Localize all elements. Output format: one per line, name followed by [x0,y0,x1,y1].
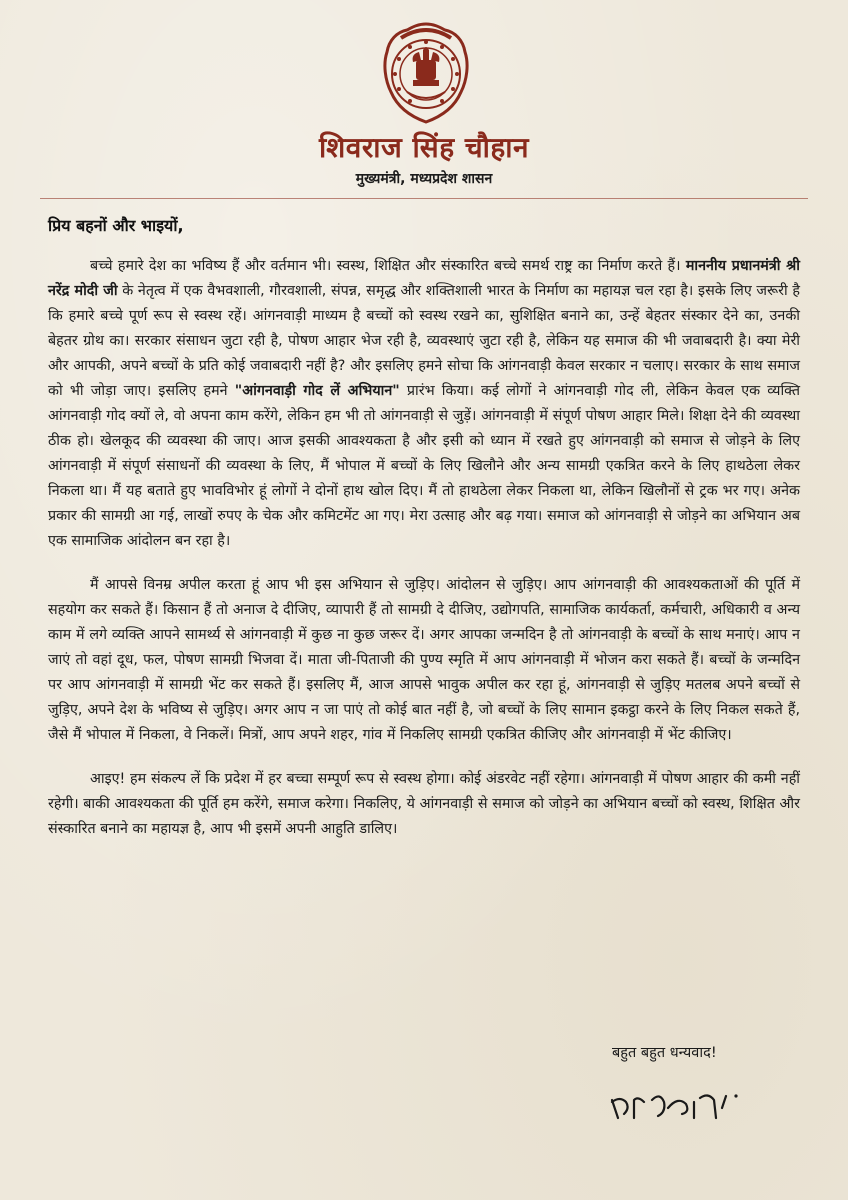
paragraph-3: आइए! हम संकल्प लें कि प्रदेश में हर बच्चा सम्पूर्ण रूप से स्वस्थ होगा। कोई अंडरवेट नहीं रहेगा। आंगनवाड़ी में पोषण आहार की कमी नहीं रहेगी। बाकी आवश्यकता की पूर्ति हम करेंगे, समाज करेगा। निकलिए, ये आंगनवाड़ी से समाज को जोड़ने का अभियान बच्चों को स्वस्थ, शिक्षित और संस्कारित बनाने का महायज्ञ है, आप भी इसमें अपनी आहुति डालिए। [48,771,800,837]
handwritten-signature [604,1078,764,1134]
salutation: प्रिय बहनों और भाइयों, [48,216,184,235]
p1-campaign-name: "आंगनवाड़ी गोद लें अभियान" [234,383,400,399]
paragraph-2: मैं आपसे विनम्र अपील करता हूं आप भी इस अभियान से जुड़िए। आंदोलन से जुड़िए। आप आंगनवाड़ी की आवश्यकताओं की पूर्ति में सहयोग कर सकते हैं। किसान हैं तो अनाज दे दीजिए, व्यापारी हैं तो सामग्री दे दीजिए, उद्योगपति, सामाजिक कार्यकर्ता, कर्मचारी, अधिकारी व अन्य काम में लगे व्यक्ति आपने सामर्थ्य से आंगनवाड़ी में कुछ ना कुछ जरूर दें। अगर आपका जन्मदिन है तो आंगनवाड़ी के बच्चों के साथ मनाएं। आप न जाएं तो वहां दूध, फल, पोषण सामग्री भिजवा दें। माता जी-पिताजी की पुण्य स्मृति में आप आंगनवाड़ी में भोजन करा सकते हैं। बच्चों के जन्मदिन पर आप आंगनवाड़ी में सामग्री भेंट कर सकते हैं। इसलिए मैं, आज आपसे भावुक अपील कर रहा हूं, आंगनवाड़ी से जुड़िए मतलब अपने बच्चों से जुड़िए, अपने देश के भविष्य से जुड़िए। अगर आप न जा पाएं तो कोई बात नहीं है, जो बच्चों के लिए सामान इकट्ठा करने के लिए निकल सकते हैं, जैसे मैं भोपाल में निकला, वे निकलें। मित्रों, आप अपने शहर, गांव में निकलिए सामग्री एकत्रित कीजिए और आंगनवाड़ी में भेंट कीजिए। [48,577,800,743]
header-divider [40,198,808,199]
closing-thanks: बहुत बहुत धन्यवाद! [612,1045,717,1061]
mp-government-emblem [383,22,469,124]
p1-text-a: बच्चे हमारे देश का भविष्य हैं और वर्तमान भी। स्वस्थ, शिक्षित और संस्कारित बच्चे समर्थ राष्ट्र का निर्माण करते हैं। [90,258,686,274]
paragraph-1 [48,254,800,554]
p1-text-e: प्रारंभ किया। कई लोगों ने आंगनवाड़ी गोद ली, लेकिन केवल एक व्यक्ति आंगनवाड़ी गोद क्यों ले, वो अपना काम करेंगे, लेकिन हम भी तो आंगनवाड़ी से जुड़ें। आंगनवाड़ी में संपूर्ण पोषण आहार मिले। शिक्षा देने की व्यवस्था ठीक हो। खेलकूद की व्यवस्था की जाए। आज इसकी आवश्यकता है और इसी को ध्यान में रखते हुए आंगनवाड़ी को समाज से जोड़ने के लिए आंगनवाड़ी में संपूर्ण संसाधनों की व्यवस्था के लिए, मैं भोपाल में बच्चों के लिए खिलौने और अन्य सामग्री एकत्रित करने के लिए हाथठेला लेकर निकला था। मैं यह बताते हुए भावविभोर हूं लोगों ने दोनों हाथ खोल दिए। मैं तो हाथठेला लेकर निकला था, लेकिन खिलौनों से ट्रक भर गए। अनेक प्रकार की सामग्री आ गई, लाखों रुपए के चेक और कमिटमेंट आ गए। मेरा उत्साह और बढ़ गया। समाज को आंगनवाड़ी से जोड़ने का अभियान अब एक सामाजिक आंदोलन बन रहा है। [48,383,801,549]
p1-text-c: के नेतृत्व में एक वैभवशाली, गौरवशाली, संपन्न, समृद्ध और शक्तिशाली भारत के निर्माण का महायज्ञ चल रहा है। इसके लिए जरूरी है कि हमारे बच्चे पूर्ण रूप से स्वस्थ रहें। आंगनवाड़ी माध्यम है बच्चों को स्वस्थ रखने का, सुशिक्षित बनाने का, उन्हें बेहतर संस्कार देने का, उनकी बेहतर ग्रोथ का। सरकार संसाधन जुटा रही है, पोषण आहार भेज रही है, व्यवस्थाएं जुटा रही है, लेकिन यह समाज की भी जवाबदारी है। क्या मेरी और आपकी, अपने बच्चों के प्रति कोई जवाबदारी नहीं है? और इसलिए हमने सोचा कि आंगनवाड़ी केवल सरकार न चलाए। सरकार के साथ समाज को भी जोड़ा जाए। इसलिए हमने [48,283,801,399]
p1-pm-name: माननीय प्रधानमंत्री श्री नरेंद्र मोदी जी [48,258,801,299]
author-designation: मुख्यमंत्री, मध्यप्रदेश शासन [355,171,493,187]
letter-body [48,254,800,861]
author-name: शिवराज सिंह चौहान [318,131,530,164]
